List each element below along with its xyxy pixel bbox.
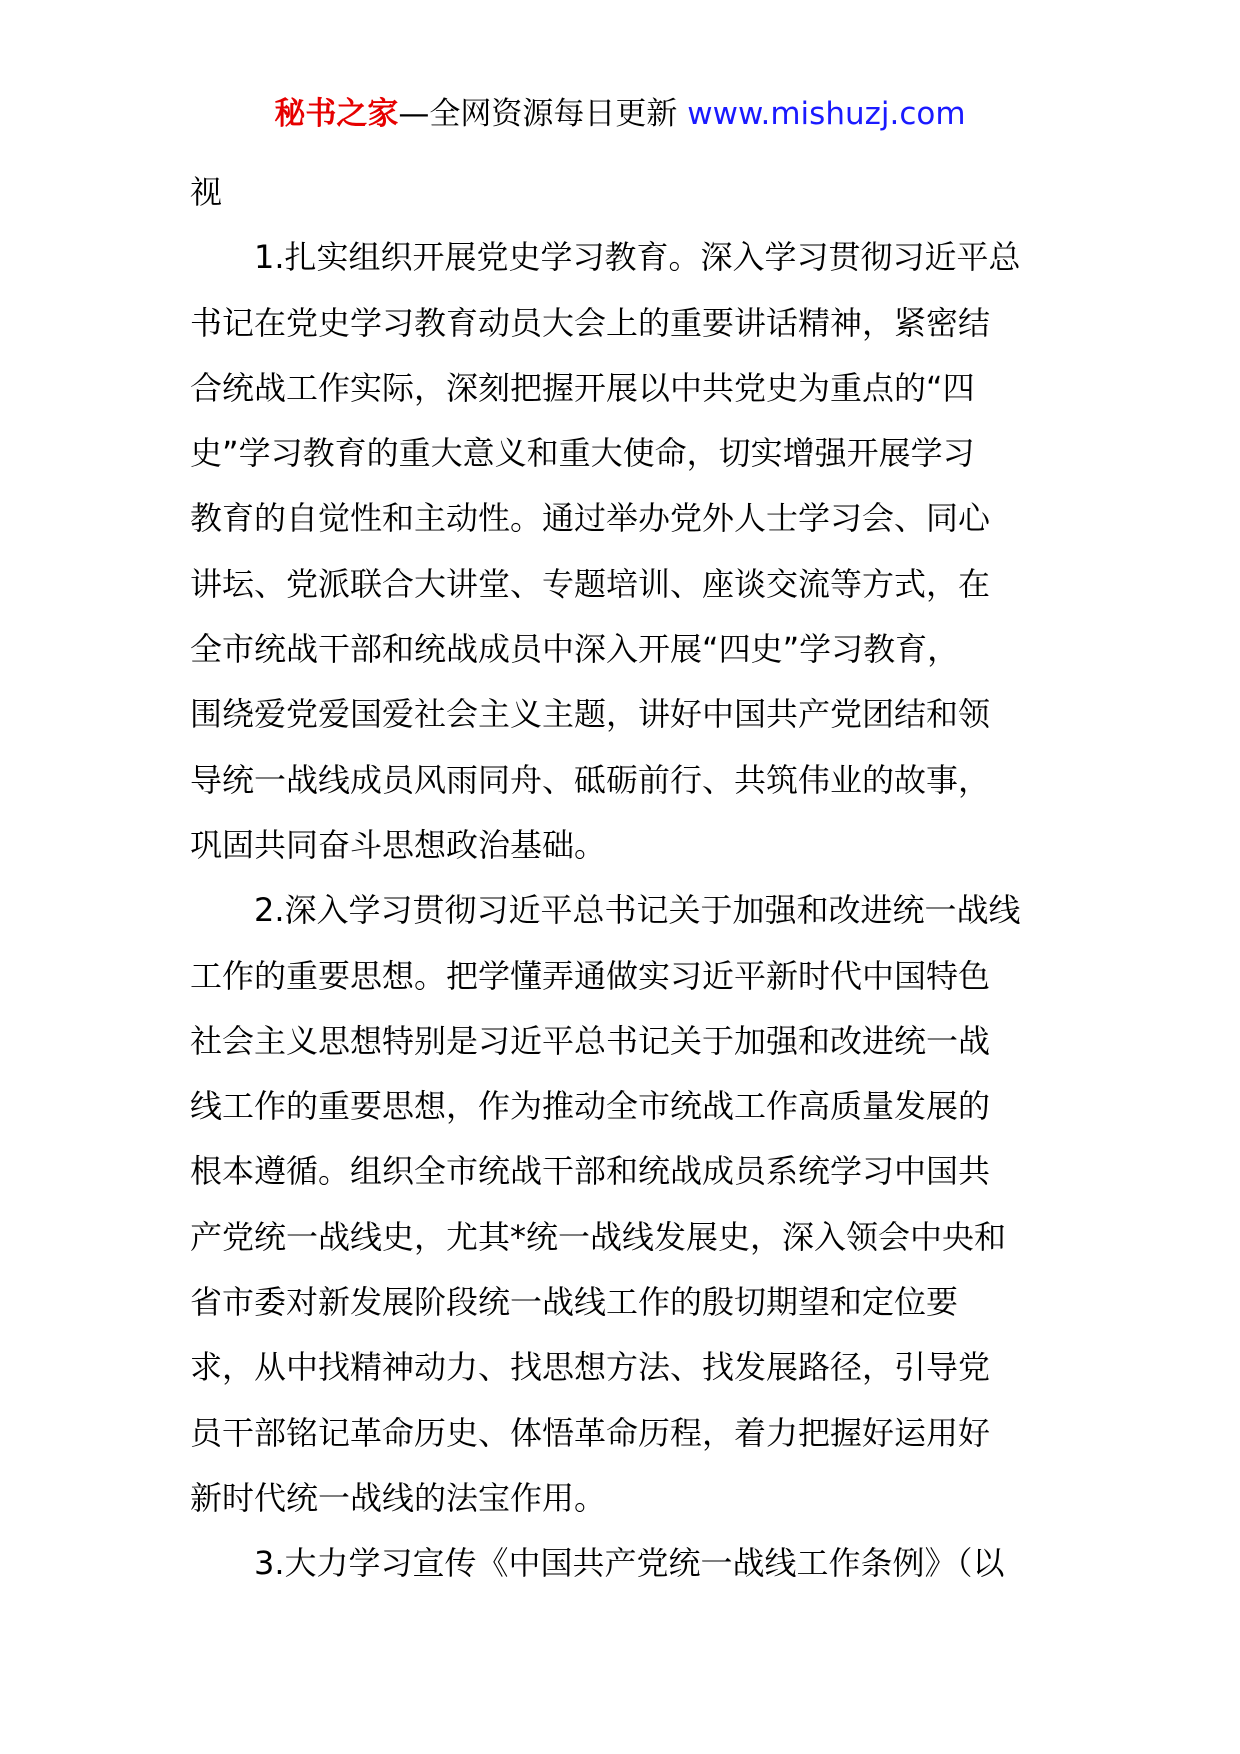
text-line: 新时代统一战线的法宝作用。 bbox=[190, 1478, 607, 1517]
text-line: 书记在党史学习教育动员大会上的重要讲话精神，紧密结 bbox=[190, 303, 991, 342]
document-body bbox=[190, 160, 1060, 1597]
text-line: 求，从中找精神动力、找思想方法、找发展路径，引导党 bbox=[190, 1348, 991, 1387]
text-line: 社会主义思想特别是习近平总书记关于加强和改进统一战 bbox=[190, 1021, 991, 1060]
text-line: 线工作的重要思想，作为推动全市统战工作高质量发展的 bbox=[190, 1087, 991, 1126]
page-header bbox=[0, 94, 1240, 134]
brand-name: 秘书之家 bbox=[274, 96, 399, 132]
text-line: 1.扎实组织开展党史学习教育。深入学习贯彻习近平总 bbox=[254, 238, 1021, 277]
text-line: 2.深入学习贯彻习近平总书记关于加强和改进统一战线 bbox=[254, 891, 1021, 930]
text-line: 省市委对新发展阶段统一战线工作的殷切期望和定位要 bbox=[190, 1283, 959, 1322]
text-line: 全市统战干部和统战成员中深入开展“四史”学习教育， bbox=[190, 630, 960, 669]
text-line: 史”学习教育的重大意义和重大使命，切实增强开展学习 bbox=[190, 434, 975, 473]
text-line: 讲坛、党派联合大讲堂、专题培训、座谈交流等方式，在 bbox=[190, 564, 991, 603]
text-line: 视 bbox=[190, 173, 223, 211]
header-tagline: —全网资源每日更新 bbox=[398, 96, 678, 132]
text-line: 3.大力学习宣传《中国共产党统一战线工作条例》（以 bbox=[254, 1544, 1005, 1583]
text-line: 员干部铭记革命历史、体悟革命历程，着力把握好运用好 bbox=[190, 1413, 991, 1452]
text-line: 巩固共同奋斗思想政治基础。 bbox=[190, 825, 607, 864]
text-line: 教育的自觉性和主动性。通过举办党外人士学习会、同心 bbox=[190, 499, 991, 538]
text-line: 合统战工作实际，深刻把握开展以中共党史为重点的“四 bbox=[190, 368, 975, 407]
text-line: 围绕爱党爱国爱社会主义主题，讲好中国共产党团结和领 bbox=[190, 695, 991, 734]
text-line: 根本遵循。组织全市统战干部和统战成员系统学习中国共 bbox=[190, 1152, 991, 1191]
site-url-link[interactable]: www.mishuzj.com bbox=[687, 96, 966, 132]
text-line: 产党统一战线史，尤其*统一战线发展史，深入领会中央和 bbox=[190, 1217, 1007, 1256]
text-line: 工作的重要思想。把学懂弄通做实习近平新时代中国特色 bbox=[190, 956, 991, 995]
text-line: 导统一战线成员风雨同舟、砥砺前行、共筑伟业的故事， bbox=[190, 760, 991, 799]
